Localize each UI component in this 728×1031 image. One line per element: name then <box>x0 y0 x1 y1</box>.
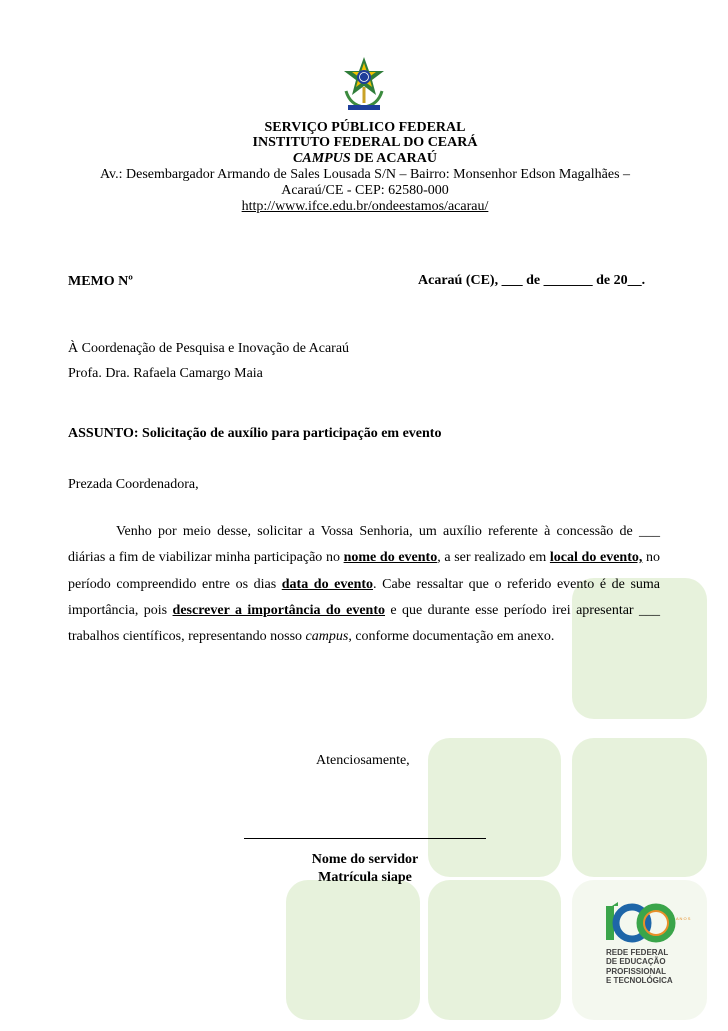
campus-word: campus <box>305 629 349 645</box>
header-address: Av.: Desembargador Armando de Sales Lousada S/N – Bairro: Monsenhor Edson Magalhães – <box>99 167 631 182</box>
header-institute: INSTITUTO FEDERAL DO CEARÁ <box>252 135 478 150</box>
event-location-placeholder: local do evento, <box>549 550 643 566</box>
decorative-tile <box>286 880 420 1020</box>
event-date-placeholder: data do evento <box>281 576 374 592</box>
header-city: Acaraú/CE - CEP: 62580-000 <box>281 183 449 198</box>
logo-caption <box>606 948 692 986</box>
event-name-placeholder: nome do evento <box>343 550 438 566</box>
memo-date-line: Acaraú (CE), ___ de _______ de 20__. <box>418 273 646 288</box>
closing: Atenciosamente, <box>316 753 410 768</box>
recipient-department: À Coordenação de Pesquisa e Inovação de Acaraú <box>68 341 350 356</box>
decorative-tile <box>428 880 561 1020</box>
signature-line <box>244 838 486 839</box>
header-service: SERVIÇO PÚBLICO FEDERAL <box>264 120 466 135</box>
recipient-name: Profa. Dra. Rafaela Camargo Maia <box>68 366 263 381</box>
decorative-tile <box>572 738 707 877</box>
logo-line: REDE FEDERAL <box>606 948 669 957</box>
body-text: Venho por meio desse, solicitar a Vossa Senhoria, um auxílio referente à concessão de ___ diárias a fim de viabilizar minha participação no <box>68 524 660 566</box>
body-text: no período compreendido entre os dias <box>68 550 661 592</box>
memo-number-label: MEMO Nº <box>68 274 133 289</box>
signature-registration: Matrícula siape <box>318 870 412 885</box>
header-url-row <box>60 199 670 215</box>
body-text: , conforme documentação em anexo. <box>348 629 555 645</box>
logo-line: DE EDUCAÇÃO <box>606 957 666 967</box>
greeting: Prezada Coordenadora, <box>68 477 199 492</box>
event-importance-placeholder: descrever a importância do evento <box>172 602 385 618</box>
header-campus-rest: DE ACARAÚ <box>350 151 437 166</box>
header-campus-word: CAMPUS <box>293 151 351 166</box>
body-paragraph <box>68 519 660 650</box>
header-url-link[interactable]: http://www.ifce.edu.br/ondeestamos/acarau/ <box>241 199 489 214</box>
memo-subject: ASSUNTO: Solicitação de auxílio para participação em evento <box>68 426 442 441</box>
logo-anos-text: A N O S <box>676 916 691 921</box>
header-campus <box>60 151 670 167</box>
body-text: e que durante esse período irei apresentar ___ trabalhos científicos, representando nosso <box>68 602 661 645</box>
coat-of-arms-icon <box>340 55 388 115</box>
logo-line: E TECNOLÓGICA <box>606 976 673 986</box>
logo-line: PROFISSIONAL <box>606 966 667 976</box>
body-text: . Cabe ressaltar que o referido evento é de suma importância, pois <box>68 576 660 618</box>
signature-name: Nome do servidor <box>311 852 419 867</box>
body-text: , a ser realizado em <box>437 550 550 566</box>
